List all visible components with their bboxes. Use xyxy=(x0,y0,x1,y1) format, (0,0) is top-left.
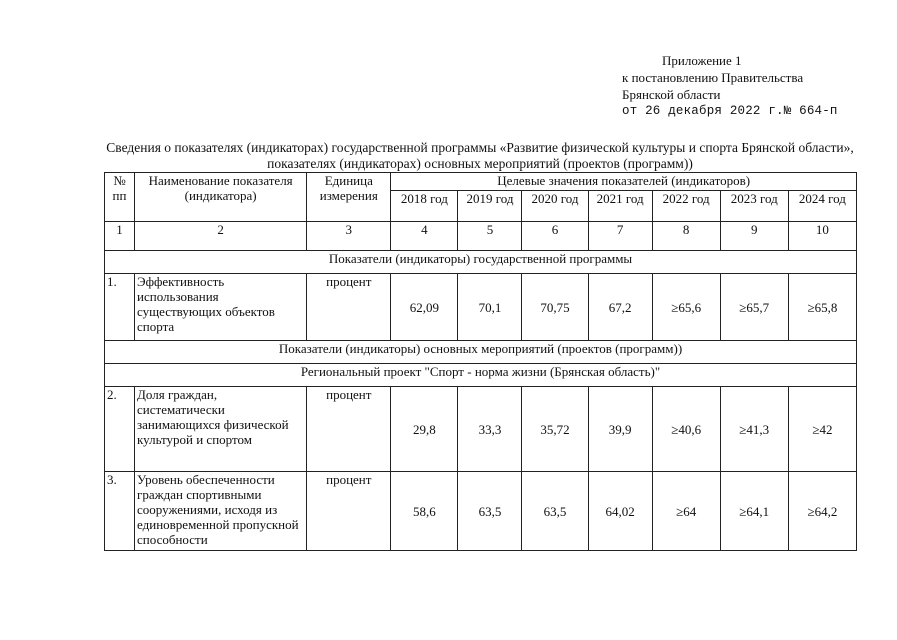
table-row xyxy=(105,274,857,341)
indicator-unit: процент xyxy=(307,387,391,472)
value-cell: ≥64,2 xyxy=(788,472,856,551)
column-number: 3 xyxy=(307,222,391,251)
column-number-row xyxy=(105,222,857,251)
header-targets: Целевые значения показателей (индикаторов) xyxy=(391,173,857,191)
header-name: Наименование показателя (индикатора) xyxy=(135,173,307,222)
value-cell: ≥65,7 xyxy=(720,274,788,341)
value-cell: 33,3 xyxy=(458,387,522,472)
column-number: 1 xyxy=(105,222,135,251)
row-number: 3. xyxy=(105,472,135,551)
section-row xyxy=(105,341,857,364)
value-cell: ≥64,1 xyxy=(720,472,788,551)
value-cell: ≥40,6 xyxy=(652,387,720,472)
value-cell: ≥65,6 xyxy=(652,274,720,341)
value-cell: 39,9 xyxy=(588,387,652,472)
value-cell: 35,72 xyxy=(522,387,588,472)
header-year: 2024 год xyxy=(788,191,856,222)
value-cell: 70,1 xyxy=(458,274,522,341)
section-row xyxy=(105,251,857,274)
row-number: 1. xyxy=(105,274,135,341)
value-cell: 67,2 xyxy=(588,274,652,341)
column-number: 2 xyxy=(135,222,307,251)
indicator-name: Уровень обеспеченности граждан спортивными сооружениями, исходя из единовременной пропускной способности xyxy=(135,472,307,551)
section-row xyxy=(105,364,857,387)
section-title: Показатели (индикаторы) государственной программы xyxy=(105,251,857,274)
column-number: 7 xyxy=(588,222,652,251)
value-cell: 70,75 xyxy=(522,274,588,341)
header-year: 2023 год xyxy=(720,191,788,222)
header-year: 2022 год xyxy=(652,191,720,222)
header-year: 2020 год xyxy=(522,191,588,222)
document-caption: Сведения о показателях (индикаторах) государственной программы «Развитие физической культуры и спорта Брянской области», показателях (индикаторах) основных мероприятий (проектов (программ)) xyxy=(106,140,854,171)
value-cell: 63,5 xyxy=(458,472,522,551)
indicator-name: Эффективность использования существующих объектов спорта xyxy=(135,274,307,341)
section-title: Региональный проект "Спорт - норма жизни (Брянская область)" xyxy=(105,364,857,387)
header-year: 2021 год xyxy=(588,191,652,222)
value-cell: 62,09 xyxy=(391,274,458,341)
header-year: 2019 год xyxy=(458,191,522,222)
appendix-line-2: Брянской области xyxy=(622,87,721,102)
indicator-unit: процент xyxy=(307,274,391,341)
header-row-1 xyxy=(105,173,857,191)
value-cell: ≥64 xyxy=(652,472,720,551)
header-num: № пп xyxy=(105,173,135,222)
appendix-date-line: от 26 декабря 2022 г.№ 664-п xyxy=(622,104,838,118)
column-number: 10 xyxy=(788,222,856,251)
value-cell: 58,6 xyxy=(391,472,458,551)
indicator-name: Доля граждан, систематически занимающихся физической культурой и спортом xyxy=(135,387,307,472)
value-cell: ≥65,8 xyxy=(788,274,856,341)
appendix-line-1: к постановлению Правительства xyxy=(622,70,804,85)
row-number: 2. xyxy=(105,387,135,472)
column-number: 4 xyxy=(391,222,458,251)
column-number: 9 xyxy=(720,222,788,251)
header-year: 2018 год xyxy=(391,191,458,222)
appendix-title: Приложение 1 xyxy=(662,53,742,68)
appendix-block xyxy=(622,52,838,120)
value-cell: 64,02 xyxy=(588,472,652,551)
column-number: 8 xyxy=(652,222,720,251)
column-number: 5 xyxy=(458,222,522,251)
indicator-unit: процент xyxy=(307,472,391,551)
section-title: Показатели (индикаторы) основных мероприятий (проектов (программ)) xyxy=(105,341,857,364)
indicators-table xyxy=(104,172,857,551)
value-cell: 29,8 xyxy=(391,387,458,472)
value-cell: 63,5 xyxy=(522,472,588,551)
value-cell: ≥41,3 xyxy=(720,387,788,472)
table-row xyxy=(105,472,857,551)
column-number: 6 xyxy=(522,222,588,251)
table-row xyxy=(105,387,857,472)
value-cell: ≥42 xyxy=(788,387,856,472)
header-unit: Единица измерения xyxy=(307,173,391,222)
